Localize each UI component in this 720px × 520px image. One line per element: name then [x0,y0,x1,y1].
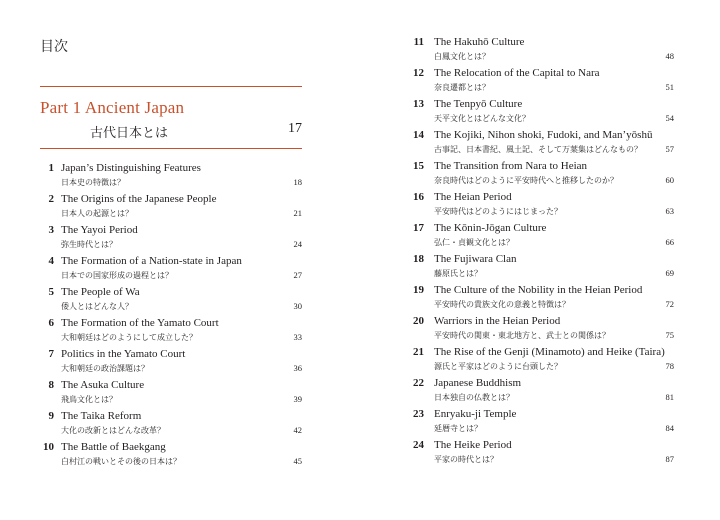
chapter-number: 6 [48,317,54,329]
chapter-title: Enryaku-ji Temple [434,408,517,420]
chapter-number: 18 [413,253,424,265]
right-page [360,0,720,520]
chapter-page-number: 81 [665,392,674,402]
chapter-page-number: 27 [293,270,302,280]
chapter-title: The Formation of the Yamato Court [61,317,219,329]
toc-entry [360,67,720,98]
chapter-number: 13 [413,98,424,110]
chapter-number: 14 [413,129,424,141]
chapter-japanese-title: 奈良遷都とは？ [434,83,490,92]
chapter-title: Japanese Buddhism [434,377,522,389]
chapter-title: The Relocation of the Capital to Nara [434,67,600,79]
chapter-title: Japan’s Distinguishing Features [61,162,201,174]
chapter-japanese-title: 飛鳥文化とは？ [61,395,117,404]
chapter-title: The Yayoi Period [61,224,138,236]
toc-entry [360,160,720,191]
chapter-page-number: 48 [665,51,674,61]
toc-entry [360,408,720,439]
toc-entry [0,348,360,379]
chapter-title: The Kōnin-Jōgan Culture [434,222,547,234]
chapter-page-number: 87 [665,454,674,464]
chapter-page-number: 18 [293,177,302,187]
chapter-page-number: 24 [293,239,302,249]
chapter-japanese-title: 倭人とはどんな人？ [61,302,133,311]
toc-entry [360,377,720,408]
part-divider-top [40,86,302,87]
part-japanese-title: 古代日本とは [90,126,169,141]
chapter-page-number: 39 [293,394,302,404]
toc-entry [360,439,720,470]
chapter-title: The Tenpyō Culture [434,98,523,110]
toc-entry [0,255,360,286]
chapter-title: The Kojiki, Nihon shoki, Fudoki, and Man’yōshū [434,129,653,141]
chapter-number: 4 [48,255,54,267]
chapter-number: 20 [413,315,424,327]
chapter-page-number: 84 [665,423,674,433]
chapter-page-number: 66 [665,237,674,247]
chapter-page-number: 51 [665,82,674,92]
chapter-number: 12 [413,67,424,79]
chapter-page-number: 30 [293,301,302,311]
toc-entry [0,379,360,410]
chapter-number: 23 [413,408,424,420]
chapter-title: The Battle of Baekgang [61,441,166,453]
chapter-japanese-title: 大和朝廷の政治課題は？ [61,364,149,373]
chapter-japanese-title: 白村江の戦いとその後の日本は？ [61,457,181,466]
chapter-japanese-title: 平家の時代とは？ [434,455,498,464]
chapter-title: The Rise of the Genji (Minamoto) and Heike (Taira) [434,346,665,358]
chapter-title: The Asuka Culture [61,379,145,391]
chapter-japanese-title: 平安時代はどのようにはじまった？ [434,207,562,216]
chapter-title: The Formation of a Nation-state in Japan [61,255,242,267]
chapter-list-left [0,162,360,472]
part-title: Part 1 Ancient Japan [40,98,185,117]
toc-entry [360,191,720,222]
chapter-page-number: 36 [293,363,302,373]
chapter-title: The Hakuhō Culture [434,36,525,48]
chapter-japanese-title: 日本での国家形成の過程とは？ [61,271,173,280]
chapter-japanese-title: 弥生時代とは？ [61,240,117,249]
toc-entry [360,222,720,253]
chapter-japanese-title: 日本人の起源とは？ [61,209,133,218]
chapter-title: The Heike Period [434,439,512,451]
chapter-japanese-title: 平安時代の関東・東北地方と、武士との関係は？ [434,331,610,340]
chapter-japanese-title: 大和朝廷はどのようにして成立した？ [61,333,197,342]
chapter-title: The Taika Reform [61,410,142,422]
chapter-number: 21 [413,346,424,358]
toc-entry [360,253,720,284]
chapter-number: 24 [413,439,424,451]
chapter-japanese-title: 日本独自の仏教とは？ [434,393,514,402]
toc-entry [0,410,360,441]
chapter-title: The People of Wa [61,286,140,298]
chapter-japanese-title: 奈良時代はどのように平安時代へと推移したのか？ [434,176,618,185]
toc-entry [360,98,720,129]
chapter-title: The Origins of the Japanese People [61,193,217,205]
chapter-japanese-title: 平安時代の貴族文化の意義と特徴は？ [434,300,570,309]
toc-entry [360,36,720,67]
toc-entry [0,224,360,255]
chapter-number: 19 [413,284,424,296]
chapter-number: 5 [48,286,54,298]
chapter-number: 3 [48,224,54,236]
toc-entry [0,441,360,472]
chapter-page-number: 21 [293,208,302,218]
chapter-japanese-title: 日本史の特徴は？ [61,178,125,187]
chapter-list-right [360,36,720,470]
chapter-japanese-title: 弘仁・貞観文化とは？ [434,238,514,247]
chapter-number: 7 [48,348,54,360]
chapter-title: The Fujiwara Clan [434,253,517,265]
chapter-number: 9 [48,410,54,422]
toc-entry [360,284,720,315]
chapter-title: The Culture of the Nobility in the Heian Period [434,284,643,296]
toc-entry [360,346,720,377]
toc-entry [0,162,360,193]
chapter-japanese-title: 古事記、日本書紀、風土記、そして万葉集はどんなもの？ [434,145,642,154]
chapter-japanese-title: 延暦寺とは？ [434,424,482,433]
chapter-number: 2 [48,193,54,205]
toc-entry [360,129,720,160]
chapter-title: Politics in the Yamato Court [61,348,186,360]
chapter-page-number: 54 [665,113,674,123]
chapter-page-number: 60 [665,175,674,185]
chapter-page-number: 63 [665,206,674,216]
chapter-page-number: 78 [665,361,674,371]
chapter-page-number: 45 [293,456,302,466]
chapter-japanese-title: 天平文化とはどんな文化？ [434,114,530,123]
chapter-japanese-title: 藤原氏とは？ [434,269,482,278]
chapter-title: Warriors in the Heian Period [434,315,561,327]
chapter-japanese-title: 大化の改新とはどんな改革？ [61,426,165,435]
chapter-number: 22 [413,377,424,389]
part-divider-bottom [40,148,302,149]
chapter-page-number: 33 [293,332,302,342]
chapter-japanese-title: 源氏と平家はどのように台頭した？ [434,362,562,371]
chapter-number: 16 [413,191,424,203]
chapter-title: The Transition from Nara to Heian [434,160,588,172]
toc-heading: 目次 [40,39,68,55]
part-page-number: 17 [288,121,302,136]
chapter-page-number: 42 [293,425,302,435]
chapter-number: 8 [48,379,54,391]
toc-entry [360,315,720,346]
chapter-page-number: 69 [665,268,674,278]
chapter-page-number: 72 [665,299,674,309]
chapter-number: 1 [48,162,54,174]
toc-entry [0,193,360,224]
chapter-number: 15 [413,160,424,172]
chapter-number: 17 [413,222,424,234]
chapter-number: 10 [43,441,54,453]
chapter-number: 11 [413,36,424,48]
chapter-page-number: 75 [665,330,674,340]
toc-entry [0,286,360,317]
chapter-page-number: 57 [665,144,674,154]
chapter-title: The Heian Period [434,191,512,203]
toc-entry [0,317,360,348]
chapter-japanese-title: 白鳳文化とは？ [434,52,490,61]
